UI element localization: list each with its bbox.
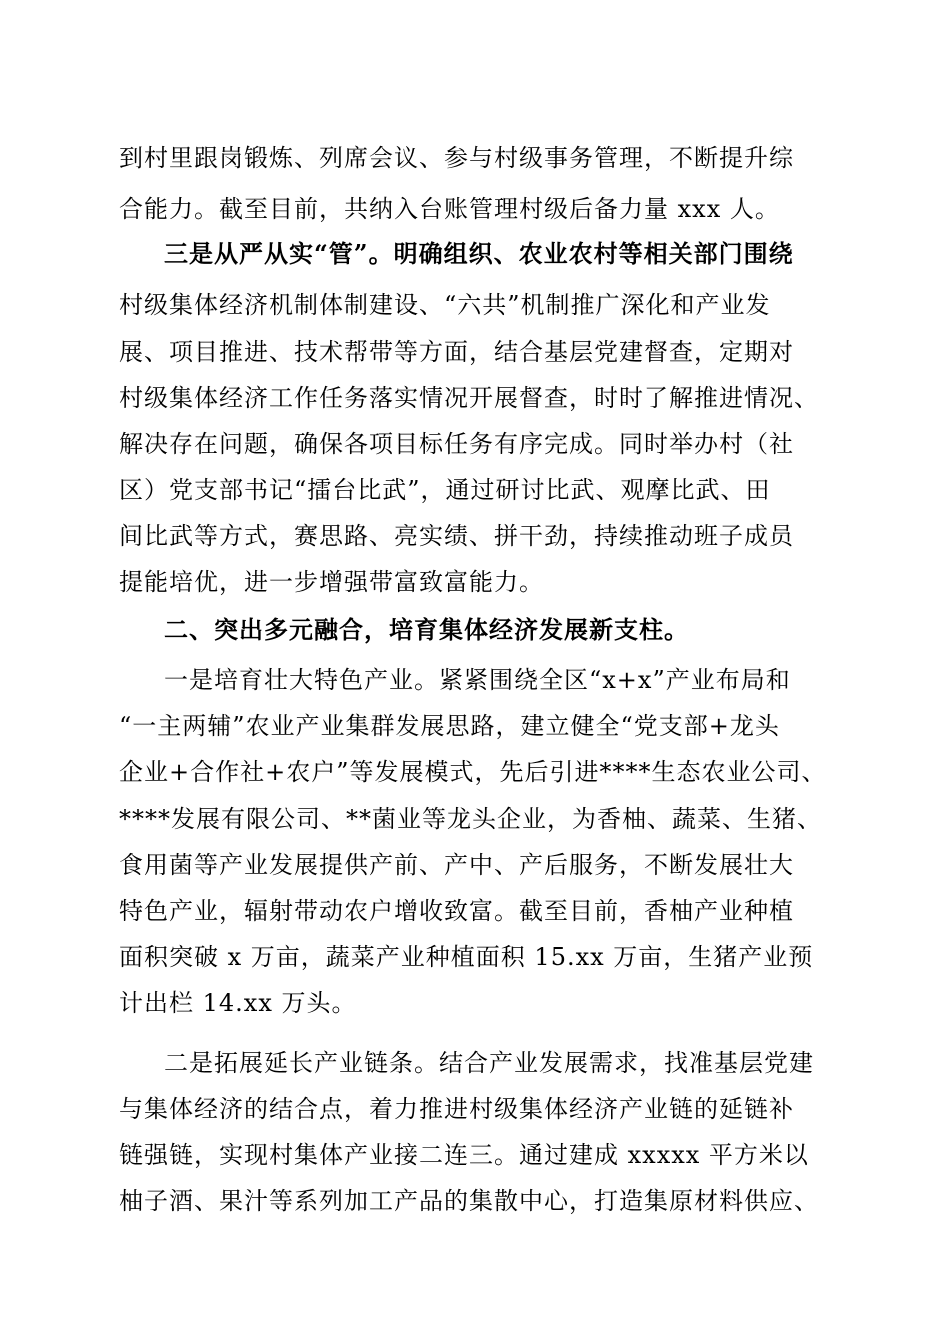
section-heading: 二、突出多元融合，培育集体经济发展新支柱。 [164,615,689,644]
body-line: 面积突破 x 万亩，蔬菜产业种植面积 15.xx 万亩，生猪产业预 [119,943,814,971]
body-line: 解决存在问题，确保各项目标任务有序完成。同时举办村（社 [119,430,794,458]
body-line: 区）党支部书记“擂台比武”，通过研讨比武、观摩比武、田 [119,476,771,504]
body-line: “一主两辅”农业产业集群发展思路，建立健全“党支部+龙头 [119,712,780,740]
body-line: 合能力。截至目前，共纳入台账管理村级后备力量 xxx 人。 [119,195,780,223]
body-line: 到村里跟岗锻炼、列席会议、参与村级事务管理，不断提升综 [119,144,794,172]
paragraph-line: 三是从严从实“管”。明确组织、农业农村等相关部门围绕 [164,239,794,268]
body-line: 提能培优，进一步增强带富致富能力。 [119,568,544,596]
body-line: 食用菌等产业发展提供产前、产中、产后服务，不断发展壮大 [119,851,794,879]
body-line: 与集体经济的结合点，着力推进村级集体经济产业链的延链补 [119,1095,794,1123]
body-line: 特色产业，辐射带动农户增收致富。截至目前，香柚产业种植 [119,897,794,925]
body-line: 柚子酒、果汁等系列加工产品的集散中心，打造集原材料供应、 [119,1187,819,1215]
body-line: 企业+合作社+农户”等发展模式，先后引进****生态农业公司、 [119,758,827,786]
body-line: 村级集体经济机制体制建设、“六共”机制推广深化和产业发 [119,291,771,319]
body-line: 村级集体经济工作任务落实情况开展督查，时时了解推进情况、 [119,384,819,412]
body-line: 间比武等方式，赛思路、亮实绩、拼干劲，持续推动班子成员 [119,522,794,550]
body-line: 计出栏 14.xx 万头。 [119,989,357,1017]
body-line: 展、项目推进、技术帮带等方面，结合基层党建督查，定期对 [119,338,794,366]
body-line: 链强链，实现村集体产业接二连三。通过建成 xxxxx 平方米以 [119,1141,809,1169]
body-line: ****发展有限公司、**菌业等龙头企业，为香柚、蔬菜、生猪、 [119,805,822,833]
paragraph-line: 一是培育壮大特色产业。紧紧围绕全区“x+x”产业布局和 [164,666,791,694]
paragraph-line: 二是拓展延长产业链条。结合产业发展需求，找准基层党建 [164,1049,814,1077]
